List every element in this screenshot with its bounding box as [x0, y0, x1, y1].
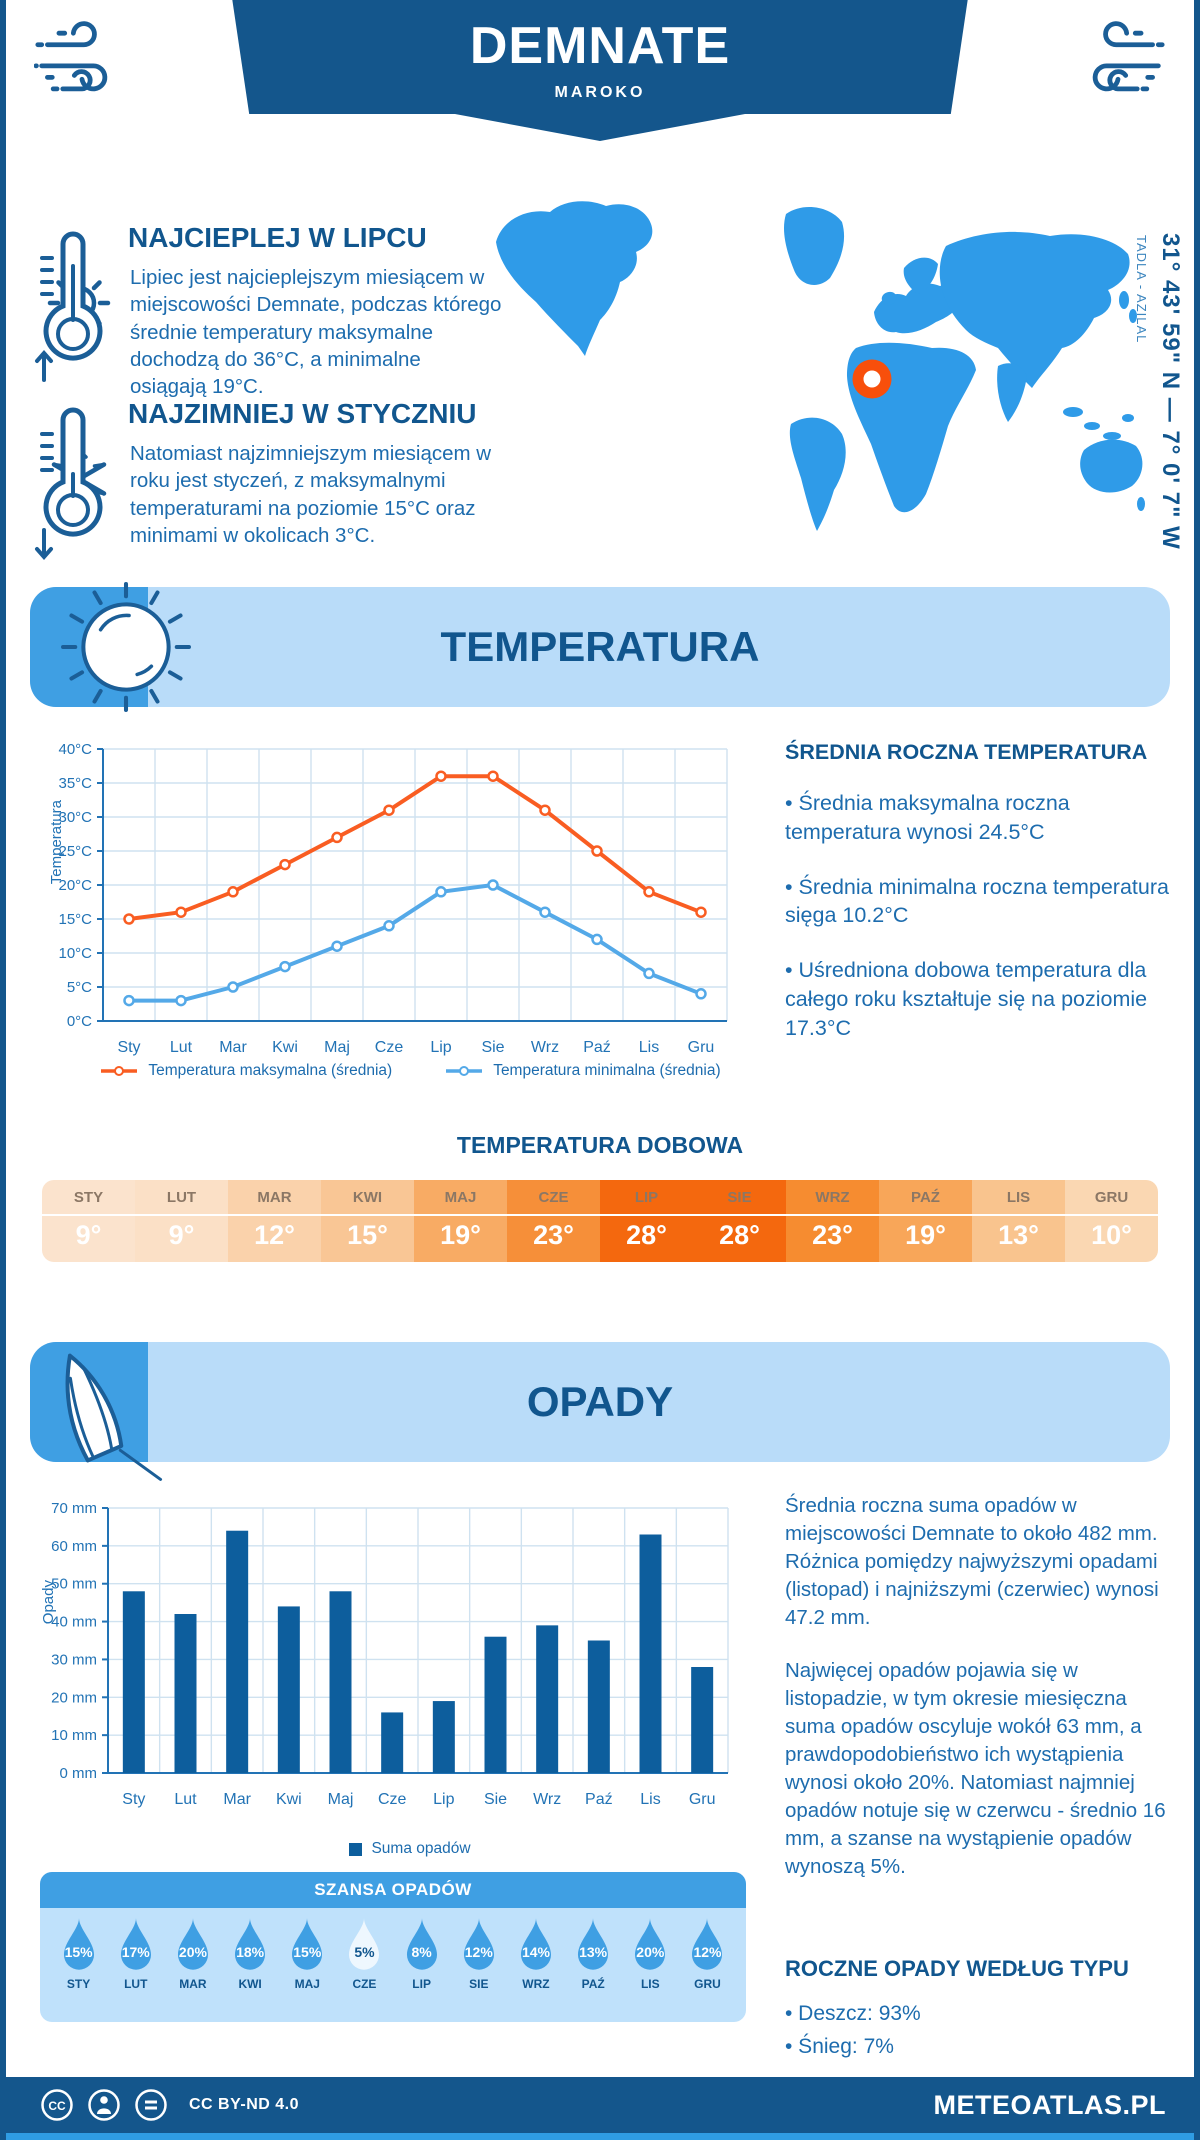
rain-type-column [785, 1956, 1177, 2063]
svg-text:25°C: 25°C [58, 843, 92, 860]
svg-text:20 mm: 20 mm [51, 1689, 97, 1707]
svg-text:Cze: Cze [374, 1039, 404, 1056]
svg-text:40°C: 40°C [58, 741, 92, 758]
precipitation-paragraph: Najwięcej opadów pojawia się w listopadzie, w tym okresie miesięczna suma opadów oscyluje wokół 63 mm, a prawdopodobieństwo ich wystąpienia wynosi około 20%. Natomiast najmniej opadów notuje się w czerwcu - średnio 16 mm, a szanse na wystąpienie opadów wynoszą 5%. [785, 1659, 1166, 1878]
rain-chance-droplet: 8% LIP [393, 1916, 450, 1991]
svg-text:Sty: Sty [117, 1039, 141, 1056]
daily-temp-cell: WRZ 23° [786, 1180, 879, 1262]
rain-chance-droplet: 5% CZE [336, 1916, 393, 1991]
rain-chance-panel [40, 1872, 746, 2022]
svg-text:30°C: 30°C [58, 809, 92, 826]
svg-text:20°C: 20°C [58, 877, 92, 894]
precipitation-paragraph: Średnia roczna suma opadów w miejscowości Demnate to około 482 mm. Różnica pomiędzy najwyższymi opadami (listopad) i najniższymi (czerwiec) wynosi 47.2 mm. [785, 1494, 1159, 1629]
svg-text:60 mm: 60 mm [51, 1537, 97, 1555]
rain-type-bullet: • Deszcz: 93% [785, 2002, 921, 2025]
svg-text:Kwi: Kwi [275, 1791, 302, 1808]
daily-temp-cell: LIS 13° [972, 1180, 1065, 1262]
rain-type-bullets [785, 1998, 1177, 2063]
svg-text:Maj: Maj [324, 1039, 350, 1056]
precipitation-text-column [785, 1492, 1173, 1906]
rain-chance-title: SZANSA OPADÓW [40, 1872, 746, 1908]
svg-text:70 mm: 70 mm [51, 1500, 97, 1517]
rain-chance-droplet: 14% WRZ [507, 1916, 564, 1991]
rain-chance-droplet: 12% SIE [450, 1916, 507, 1991]
svg-text:5°C: 5°C [66, 979, 92, 996]
stat-bullet: • Średnia minimalna roczna temperatura sięga 10.2°C [785, 874, 1169, 928]
highlight-text: Natomiast najzimniejszym miesiącem w roku jest styczeń, z maksymalnymi temperaturami na poziomie 15°C oraz minimami w okolicach 3°C. [130, 442, 492, 547]
svg-text:Lut: Lut [169, 1039, 193, 1056]
svg-text:Cze: Cze [377, 1791, 407, 1808]
svg-text:Wrz: Wrz [530, 1039, 560, 1056]
daily-temp-cell: GRU 10° [1065, 1180, 1158, 1262]
svg-text:Gru: Gru [688, 1791, 716, 1808]
map-continents [496, 201, 1145, 531]
temperature-stats-bullets [785, 789, 1177, 1043]
right-border [1194, 0, 1200, 2140]
svg-text:Lip: Lip [433, 1791, 455, 1808]
svg-text:Maj: Maj [327, 1791, 354, 1808]
footer-bar [0, 2077, 1200, 2133]
precipitation-bar-chart [40, 1470, 780, 1830]
license-label: CC BY-ND 4.0 [189, 2096, 300, 2113]
cc-icon [40, 2088, 74, 2122]
svg-text:Sie: Sie [483, 1791, 508, 1808]
brand-label: METEOATLAS.PL [933, 2090, 1166, 2120]
temperature-stats-heading: ŚREDNIA ROCZNA TEMPERATURA [785, 740, 1148, 764]
rain-chance-droplet: 20% LIS [622, 1916, 679, 1991]
precipitation-chart-legend [40, 1840, 780, 1858]
rain-type-heading: ROCZNE OPADY WEDŁUG TYPU [785, 1956, 1129, 1981]
svg-text:30 mm: 30 mm [51, 1651, 97, 1669]
daily-temperature-table [42, 1180, 1158, 1262]
daily-temp-cell: STY 9° [42, 1180, 135, 1262]
page-title: DEMNATE [469, 17, 731, 75]
rain-type-bullet: • Śnieg: 7% [785, 2034, 894, 2058]
rain-chance-droplet: 12% GRU [679, 1916, 736, 1991]
daily-temp-cell: CZE 23° [507, 1180, 600, 1262]
svg-text:Paź: Paź [583, 1039, 611, 1056]
legend-item: Temperatura minimalna (średnia) [444, 1062, 720, 1080]
svg-text:15°C: 15°C [58, 911, 92, 928]
legend-item: Temperatura maksymalna (średnia) [99, 1062, 392, 1080]
thermometer-down-icon [32, 406, 112, 564]
svg-text:Lis: Lis [640, 1791, 661, 1808]
daily-temp-cell: LUT 9° [135, 1180, 228, 1262]
daily-temp-cell: KWI 15° [321, 1180, 414, 1262]
daily-temperature-title: TEMPERATURA DOBOWA [456, 1132, 744, 1158]
svg-text:0 mm: 0 mm [59, 1765, 97, 1782]
rain-chance-droplet: 15% MAJ [279, 1916, 336, 1991]
temperature-section-band [30, 587, 1170, 707]
svg-text:Lip: Lip [430, 1039, 452, 1056]
svg-text:Wrz: Wrz [533, 1791, 562, 1808]
temperature-chart-legend [40, 1062, 780, 1080]
legend-item: Suma opadów [349, 1840, 470, 1858]
page-subtitle: MAROKO [554, 84, 646, 101]
daily-temp-cell: PAŹ 19° [879, 1180, 972, 1262]
temperature-stats-column [785, 740, 1177, 1069]
rain-chance-droplet: 13% PAŹ [565, 1916, 622, 1991]
header-ribbon-tail [455, 114, 745, 141]
svg-text:Mar: Mar [223, 1791, 251, 1808]
svg-text:Lut: Lut [174, 1791, 197, 1808]
daily-temp-cell: LIP 28° [600, 1180, 693, 1262]
svg-text:Sty: Sty [122, 1791, 146, 1808]
svg-text:35°C: 35°C [58, 775, 92, 792]
region-label: TADLA - AZILAL [1134, 235, 1149, 344]
world-map [488, 150, 1148, 532]
svg-text:50 mm: 50 mm [51, 1575, 97, 1593]
svg-text:10°C: 10°C [58, 945, 92, 962]
rain-chance-droplet: 15% STY [50, 1916, 107, 1991]
no-derivatives-icon [134, 2088, 168, 2122]
rain-chance-droplet: 20% MAR [164, 1916, 221, 1991]
rain-chance-droplet: 17% LUT [107, 1916, 164, 1991]
svg-text:Kwi: Kwi [272, 1039, 298, 1056]
highlight-text: Lipiec jest najcieplejszym miesiącem w miejscowości Demnate, podczas którego średnie temperatury maksymalne dochodzą do 36°C, a minimalne osiągają 19°C. [130, 266, 502, 398]
stat-bullet: • Uśredniona dobowa temperatura dla całego roku kształtuje się na poziomie 17.3°C [785, 958, 1148, 1040]
highlight-heading: NAJZIMNIEJ W STYCZNIU [128, 398, 477, 429]
temperature-line-chart [40, 700, 780, 1100]
rain-chance-droplets [40, 1908, 746, 1991]
temperature-chart-ylabel: Temperatura [48, 800, 65, 885]
thermometer-up-icon [32, 230, 112, 388]
daily-temp-cell: SIE 28° [693, 1180, 786, 1262]
highlight-heading: NAJCIEPLEJ W LIPCU [128, 222, 427, 253]
svg-text:Sie: Sie [481, 1039, 505, 1056]
precipitation-section-band [30, 1342, 1170, 1462]
attribution-person-icon [87, 2088, 121, 2122]
daily-temp-cell: MAJ 19° [414, 1180, 507, 1262]
stat-bullet: • Średnia maksymalna roczna temperatura wynosi 24.5°C [785, 791, 1070, 844]
left-border [0, 0, 6, 2140]
svg-text:0°C: 0°C [66, 1013, 92, 1030]
svg-text:Mar: Mar [219, 1039, 247, 1056]
rain-chance-droplet: 18% KWI [222, 1916, 279, 1991]
daily-temp-cell: MAR 12° [228, 1180, 321, 1262]
precipitation-chart-ylabel: Opady [40, 1580, 57, 1625]
location-marker-center [864, 371, 881, 388]
svg-text:10 mm: 10 mm [51, 1727, 97, 1745]
svg-text:40 mm: 40 mm [51, 1613, 97, 1631]
precipitation-section-title: OPADY [526, 1378, 674, 1425]
temperature-section-title: TEMPERATURA [440, 623, 760, 670]
svg-text:Paź: Paź [585, 1791, 613, 1808]
svg-text:Gru: Gru [687, 1039, 715, 1056]
svg-text:Lis: Lis [638, 1039, 660, 1056]
svg-text:CC: CC [48, 2099, 66, 2113]
footer-accent-strip [0, 2133, 1200, 2140]
coordinates-label: 31° 43' 59" N — 7° 0' 7" W [1157, 233, 1184, 550]
